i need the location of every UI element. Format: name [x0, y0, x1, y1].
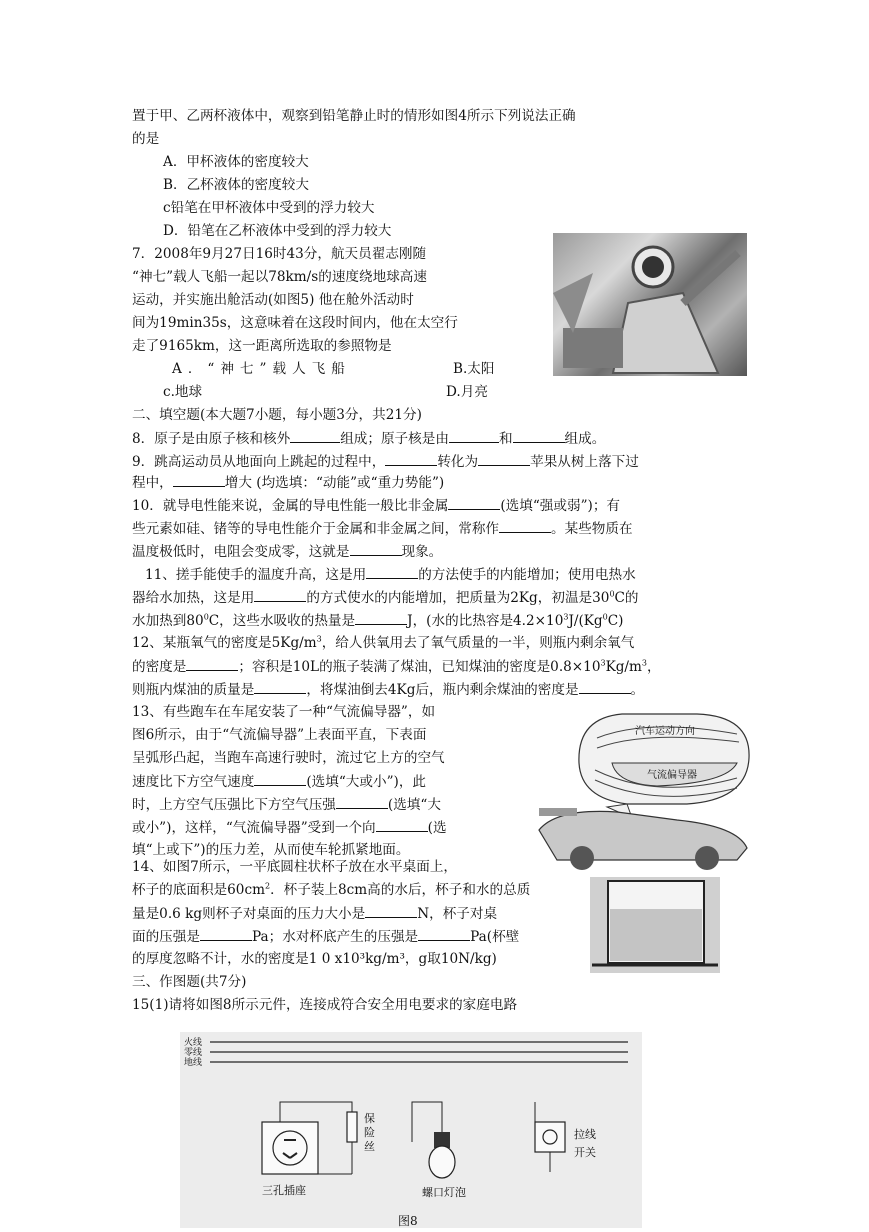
q8-line [132, 429, 605, 448]
q12-blank-3[interactable] [579, 680, 631, 694]
q10-line3 [132, 542, 442, 561]
q11-part-f: J，(水的比热容是4.2×10 [407, 613, 564, 629]
q9-blank-1[interactable] [385, 452, 437, 466]
q13-line4 [132, 772, 426, 791]
q11-blank-3[interactable] [355, 611, 407, 625]
q14-blank-1[interactable] [365, 904, 417, 918]
q7-option-b: B.太阳 [453, 361, 495, 377]
q9-part-d: 程中， [132, 475, 173, 491]
q12-d2-sup: 3 [641, 658, 647, 668]
q12-d-sup: 3 [600, 658, 606, 668]
q14-part-4a: 面的压强是 [132, 929, 200, 945]
q10-part-a: 10．就导电性能来说，金属的导电性能一般比非金属 [132, 498, 449, 514]
q10-part-d: 。某些物质在 [551, 521, 633, 537]
q7-option-c: c.地球 [163, 384, 203, 400]
q10-line2 [132, 519, 633, 538]
q13-part-6a: 或小”)，这样，“气流偏导器”受到一个向 [132, 820, 376, 836]
label-three-hole-socket: 三孔插座 [262, 1184, 306, 1197]
label-neutral-wire: 零线 [184, 1048, 203, 1058]
q14-line2: 杯子的底面积是$60cm^2$．杯子装上8cm高的水后，杯子和水的总质 [132, 881, 531, 898]
q6-option-a: A．甲杯液体的密度较大 [163, 154, 309, 170]
q10-part-f: 现象。 [401, 544, 443, 560]
q12-part-d2: Kg/m [605, 659, 642, 675]
q14-part-2a: 杯子的底面积是60cm [132, 882, 265, 898]
circuit-diagram [180, 1032, 642, 1228]
q14-part-4c: Pa(杯壁 [470, 929, 520, 945]
q10-line1 [132, 496, 620, 515]
astronaut-photo [553, 233, 747, 376]
q8-blank-2[interactable] [449, 429, 499, 443]
q11-part-a: 11、搓手能使手的温度升高，这是用 [145, 567, 367, 583]
cup-water-illustration [590, 877, 720, 973]
q8-part-c: 和 [498, 431, 513, 447]
q11-line3: 水加热到$80^0C$，这些水吸收的热量是 J，(水的比热容是$4.2\times 10^3J/(Kg^0C)$ [132, 612, 624, 629]
q9-line2 [132, 473, 444, 492]
q11-part-c: 器给水加热，这是用 [132, 590, 255, 606]
q11-part-f2: J/(Kg [568, 613, 603, 629]
q9-line1 [132, 452, 639, 471]
q12-part-b: ，给人供氧用去了氧气质量的一半，则瓶内剩余氧气 [321, 635, 635, 651]
q11-part-e2: C，这些水吸收的热量是 [208, 613, 356, 629]
q11-part-e: 水加热到80 [132, 613, 204, 629]
figure-8-caption: 图8 [398, 1214, 418, 1228]
q6-stem-line2: 的是 [132, 131, 160, 147]
label-fuse-3: 丝 [364, 1140, 375, 1153]
figure-7-cup [590, 877, 720, 973]
q6-option-b: B．乙杯液体的密度较大 [163, 177, 309, 193]
q13-line6 [132, 818, 447, 837]
q12-line2 [132, 657, 661, 676]
label-pull-switch-1: 拉线 [574, 1128, 596, 1141]
q9-blank-2[interactable] [478, 452, 530, 466]
q12-part-d3: ， [647, 659, 661, 675]
q8-blank-1[interactable] [290, 429, 340, 443]
q10-part-b: (选填“强或弱”)；有 [500, 498, 621, 514]
q14-part-2b: ．杯子装上8cm高的水后，杯子和水的总质 [270, 882, 531, 898]
q14-line1: 14、如图7所示，一平底圆柱状杯子放在水平桌面上， [132, 859, 458, 875]
q12-line3 [132, 680, 644, 699]
q6-stem-line1: 置于甲、乙两杯液体中，观察到铅笔静止时的情形如图4所示下列说法正确 [132, 108, 576, 124]
q13-line3: 呈弧形凸起，当跑车高速行驶时，流过它上方的空气 [132, 750, 445, 766]
q7-line2: “神七”载人飞船一起以78km/s的速度绕地球高速 [132, 269, 427, 285]
q14-blank-3[interactable] [418, 927, 470, 941]
q10-part-e: 温度极低时，电阻会变成零，这就是 [132, 544, 350, 560]
q11-part-b: 的方法使手的内能增加；使用电热水 [418, 567, 636, 583]
q12-blank-1[interactable] [186, 657, 238, 671]
q13-part-4b: (选填“大或小”)，此 [306, 774, 427, 790]
fig6-label-direction: 汽车运动方向 [635, 726, 695, 737]
astronaut-figure-icon [553, 233, 747, 376]
q14-line3 [132, 904, 497, 923]
q6-option-c: c铅笔在甲杯液体中受到的浮力较大 [163, 200, 375, 216]
q13-part-5b: (选填“大 [387, 797, 441, 813]
q8-part-b: 组成；原子核是由 [340, 431, 449, 447]
q12-part-a: 12、某瓶氧气的密度是5Kg/m [132, 635, 317, 651]
q11-blank-2[interactable] [254, 588, 306, 602]
q7-option-a: A．“神七”载人飞船 [172, 361, 351, 377]
label-fuse-1: 保 [364, 1112, 375, 1125]
q10-part-c: 些元素如硅、锗等的导电性能介于金属和非金属之间，常称作 [132, 521, 500, 537]
q12-part-e: 则瓶内煤油的质量是 [132, 682, 255, 698]
label-screw-bulb: 螺口灯泡 [422, 1186, 466, 1199]
q15-prompt: 15(1)请将如图8所示元件，连接成符合安全用电要求的家庭电路 [132, 997, 518, 1013]
label-ground-wire: 地线 [184, 1058, 203, 1068]
figure-6-spoiler [537, 708, 753, 873]
section2-heading: 二、填空题(本大题7小题，每小题3分，共21分) [132, 407, 422, 423]
q13-blank-3[interactable] [376, 818, 428, 832]
label-pull-switch-2: 开关 [574, 1146, 596, 1159]
q12-part-g: 。 [630, 682, 645, 698]
q8-part-d: 组成。 [564, 431, 606, 447]
q13-line7: 填“上或下”)的压力差，从而使车轮抓紧地面。 [132, 842, 410, 858]
q7-line1: 7．2008年9月27日16时43分，航天员翟志刚随 [132, 246, 427, 262]
q13-line1: 13、有些跑车在车尾安装了一种“气流偏导器”，如 [132, 704, 436, 720]
q7-line4: 间为19min35s，这意味着在这段时间内，他在太空行 [132, 315, 458, 331]
q13-blank-1[interactable] [254, 772, 306, 786]
q10-blank-3[interactable] [350, 542, 402, 556]
q9-blank-3[interactable] [173, 473, 225, 487]
q11-part-d2: C的 [614, 590, 639, 606]
q14-line5: 的厚度忽略不计，水的密度是1 0 x10³kg/m³，g取10N/kg) [132, 951, 497, 967]
q11-f-sup: 3 [563, 612, 569, 622]
q10-blank-2[interactable] [499, 519, 551, 533]
q7-option-d: D.月亮 [446, 384, 488, 400]
q14-part-3b: N，杯子对桌 [417, 906, 498, 922]
q12-part-d: ；容积是10L的瓶子装满了煤油，已知煤油的密度是0.8×10 [238, 659, 601, 675]
label-fuse-2: 险 [364, 1126, 375, 1139]
q14-line4 [132, 927, 519, 946]
q12-line1: 12、某瓶氧气的密度是$5Kg/m^3$，给人供氧用去了氧气质量的一半，则瓶内剩余氧气 [132, 634, 635, 651]
q11-part-f3: C) [607, 613, 624, 629]
figure-8-circuit [180, 1032, 642, 1228]
q13-line5 [132, 795, 441, 814]
label-live-wire: 火线 [184, 1038, 203, 1048]
q13-part-5a: 时，上方空气压强比下方空气压强 [132, 797, 336, 813]
q12-blank-2[interactable] [254, 680, 306, 694]
q14-part-4b: Pa；水对杯底产生的压强是 [251, 929, 419, 945]
q8-part-a: 8．原子是由原子核和核外 [132, 431, 291, 447]
q13-blank-2[interactable] [336, 795, 388, 809]
q10-blank-1[interactable] [448, 496, 500, 510]
q7-line5: 走了9165km，这一距离所选取的参照物是 [132, 338, 392, 354]
q12-part-c: 的密度是 [132, 659, 187, 675]
q11-line1 [145, 565, 636, 584]
q9-part-b: 转化为 [437, 454, 479, 470]
q9-part-e: 增大 (均选填：“动能”或“重力势能”) [224, 475, 445, 491]
q6-option-d: D．铅笔在乙杯液体中受到的浮力较大 [163, 223, 392, 239]
q9-part-a: 9．跳高运动员从地面向上跳起的过程中， [132, 454, 386, 470]
q8-blank-3[interactable] [513, 429, 565, 443]
section3-heading: 三、作图题(共7分) [132, 974, 247, 990]
q7-line3: 运动，并实施出舱活动(如图5) 他在舱外活动时 [132, 292, 414, 308]
q11-line2: 器给水加热，这是用 的方式使水的内能增加，把质量为2Kg，初温是$30^0C$的 [132, 589, 639, 606]
q9-part-c: 苹果从树上落下过 [530, 454, 639, 470]
q14-part-3a: 量是0.6 kg则杯子对桌面的压力大小是 [132, 906, 366, 922]
q13-line2: 图6所示，由于“气流偏导器”上表面平直，下表面 [132, 727, 427, 743]
q11-blank-1[interactable] [366, 565, 418, 579]
q13-part-6b: (选 [427, 820, 447, 836]
q12-part-f: ，将煤油倒去4Kg后，瓶内剩余煤油的密度是 [306, 682, 579, 698]
q14-blank-2[interactable] [200, 927, 252, 941]
q11-part-d: 的方式使水的内能增加，把质量为2Kg，初温是30 [306, 590, 610, 606]
q13-part-4a: 速度比下方空气速度 [132, 774, 255, 790]
fig6-label-spoiler: 气流偏导器 [647, 770, 697, 781]
